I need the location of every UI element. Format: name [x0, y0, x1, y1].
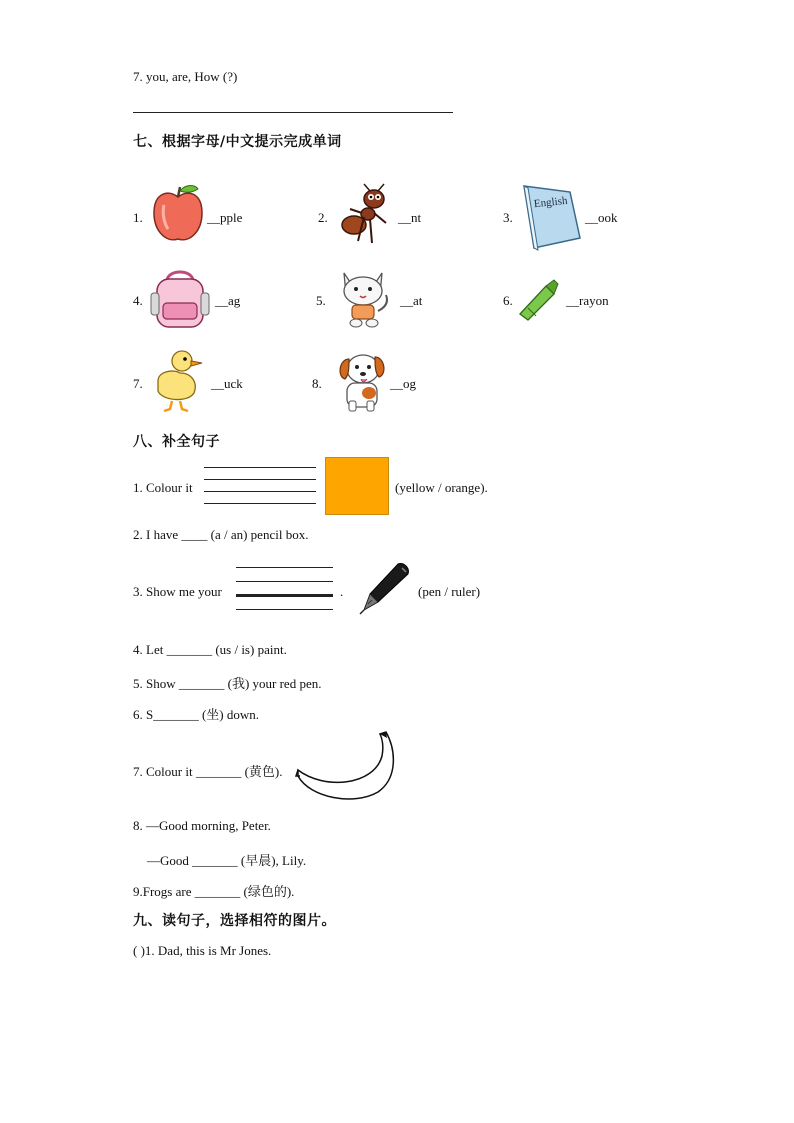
sentence-3-dot: .: [340, 584, 344, 599]
section-9-title: 九、读句子，选择相符的图片。: [133, 913, 336, 929]
word-blank: __pple: [207, 210, 243, 225]
sentence-6: 6. S_______ (坐) down.: [133, 707, 260, 722]
answer-line: [236, 594, 333, 597]
sentence-8-line-1: 8. —Good morning, Peter.: [133, 818, 271, 833]
orange-color-square: [325, 457, 389, 515]
pen-icon: [356, 560, 412, 616]
section-7-title: 七、根据字母/中文提示完成单词: [133, 134, 342, 150]
answer-line: [204, 503, 316, 504]
item-number: 7.: [133, 376, 143, 391]
item-number: 6.: [503, 293, 513, 308]
sentence-3-start: 3. Show me your: [133, 584, 222, 599]
word-blank: __uck: [211, 376, 243, 391]
answer-line: [204, 491, 316, 492]
item-number: 8.: [312, 376, 322, 391]
sentence-5: 5. Show _______ (我) your red pen.: [133, 676, 322, 691]
question-9-1: ( )1. Dad, this is Mr Jones.: [133, 943, 272, 958]
sentence-4: 4. Let _______ (us / is) paint.: [133, 642, 287, 657]
bag-icon: [149, 267, 211, 331]
sentence-2: 2. I have ____ (a / an) pencil box.: [133, 527, 309, 542]
sentence-8-line-2: —Good _______ (早晨), Lily.: [147, 853, 307, 868]
duck-icon: [150, 347, 206, 413]
answer-line: [204, 467, 316, 468]
item-number: 4.: [133, 293, 143, 308]
sentence-1-start: 1. Colour it: [133, 480, 193, 495]
apple-icon: [150, 183, 206, 245]
item-number: 5.: [316, 293, 326, 308]
sentence-9: 9.Frogs are _______ (绿色的).: [133, 884, 295, 899]
answer-line: [236, 567, 333, 568]
word-blank: __ag: [215, 293, 241, 308]
section-8-title: 八、补全句子: [133, 434, 220, 450]
word-blank: __at: [400, 293, 423, 308]
item-number: 1.: [133, 210, 143, 225]
word-blank: __ook: [585, 210, 618, 225]
word-blank: __og: [390, 376, 416, 391]
word-blank: __rayon: [566, 293, 609, 308]
answer-line: [133, 112, 453, 113]
book-label: English: [533, 194, 569, 211]
ant-icon: [338, 183, 396, 249]
question-7-text: 7. you, are, How (?): [133, 69, 238, 84]
book-icon: [516, 182, 584, 252]
sentence-3-end: (pen / ruler): [418, 584, 481, 599]
word-blank: __nt: [398, 210, 422, 225]
answer-line: [236, 581, 333, 582]
item-number: 2.: [318, 210, 328, 225]
sentence-7: 7. Colour it _______ (黄色).: [133, 764, 283, 779]
banana-icon: [294, 730, 404, 802]
cat-icon: [334, 265, 394, 331]
sentence-1-end: (yellow / orange).: [395, 480, 488, 495]
item-number: 3.: [503, 210, 513, 225]
answer-line: [204, 479, 316, 480]
answer-line: [236, 609, 333, 610]
dog-icon: [335, 349, 387, 413]
crayon-icon: [514, 278, 560, 324]
